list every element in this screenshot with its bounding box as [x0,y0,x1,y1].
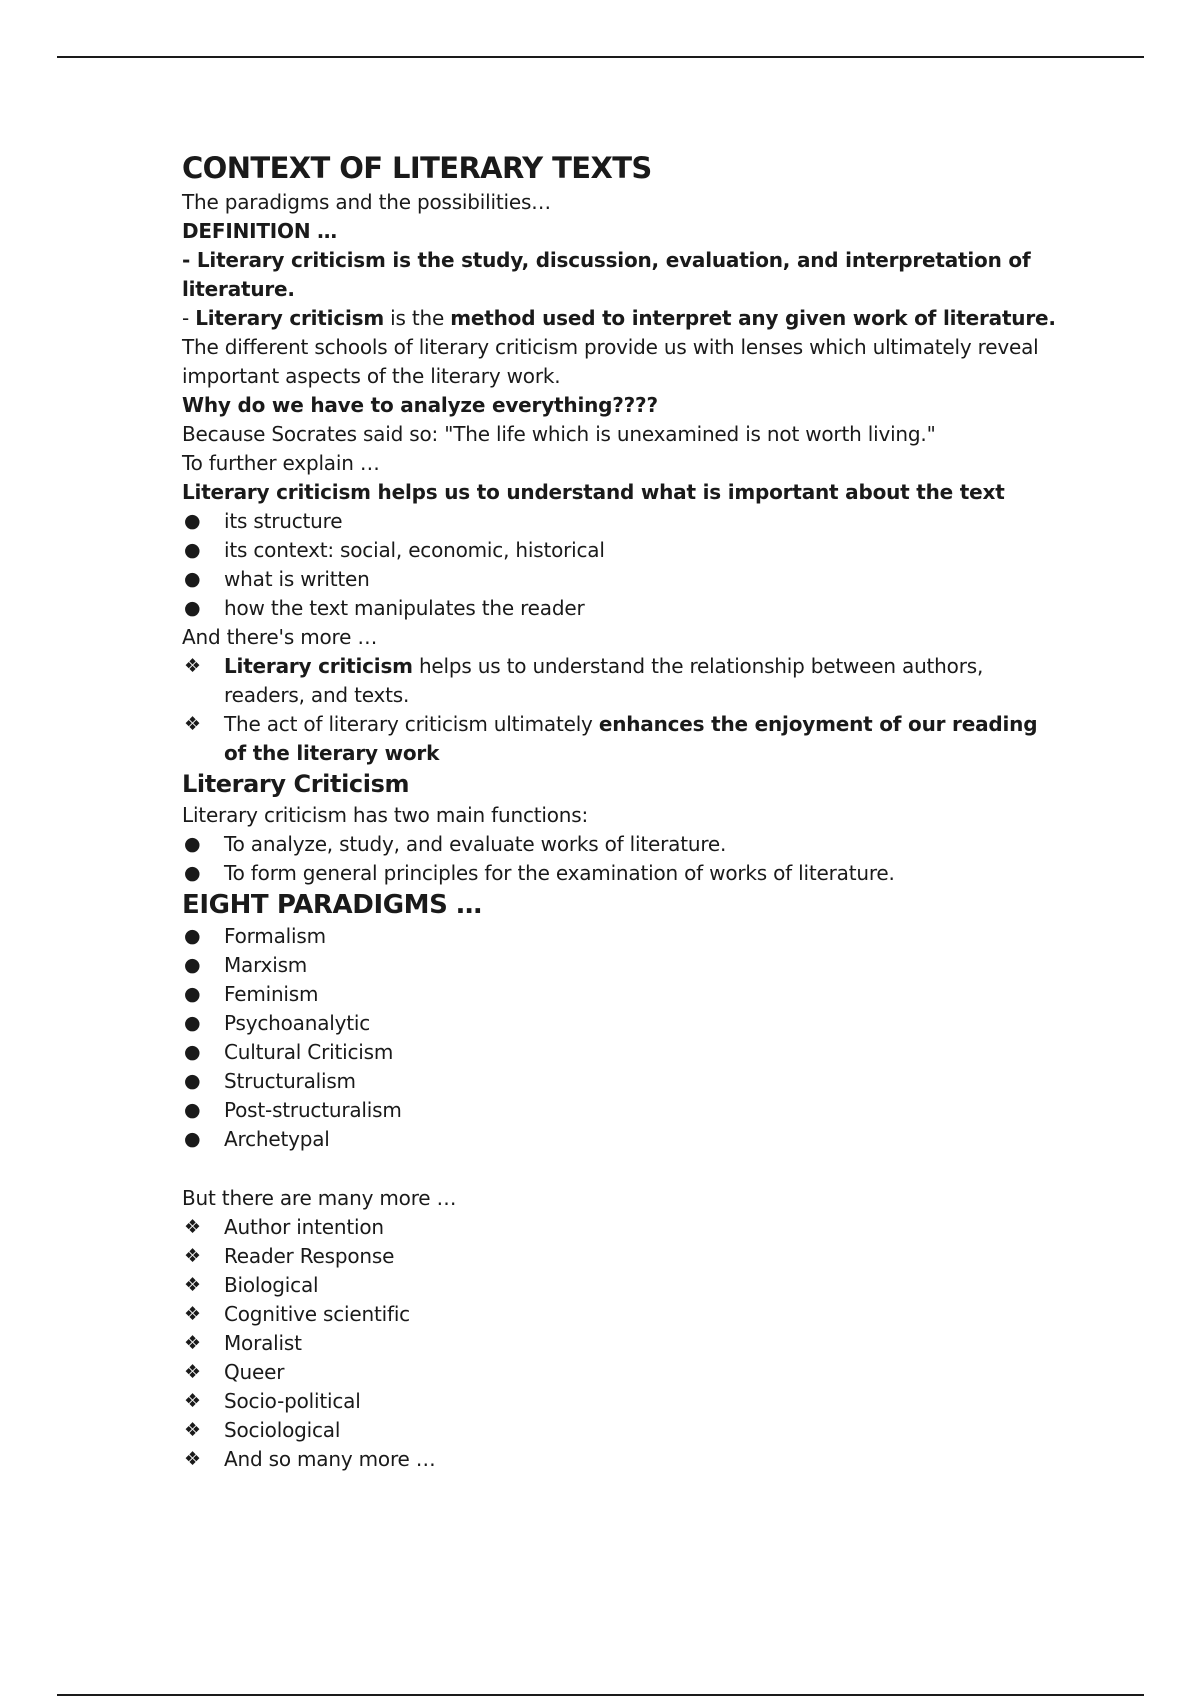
list-item-text: Biological [224,1273,319,1297]
diamond-icon: ❖ [184,1390,201,1412]
list-item-text: And so many more … [224,1447,436,1471]
bullet-icon: ● [184,862,201,884]
list-item-text: its context: social, economic, historical [224,538,605,562]
bullet-icon: ● [184,954,201,976]
diamond-icon: ❖ [184,655,201,677]
list-item [182,1358,1062,1387]
bullet-icon: ● [184,1012,201,1034]
list-item-emph: enhances the enjoyment of our reading of the literary work [224,712,1038,765]
lenses-paragraph: The different schools of literary criticism provide us with lenses which ultimately reveal important aspects of the literary work. [182,335,1039,388]
definition-2-term: Literary criticism [195,306,384,330]
paradigms-list [182,922,1062,1154]
list-item-text: Cognitive scientific [224,1302,410,1326]
bullet-icon: ● [184,597,201,619]
why-heading: Why do we have to analyze everything???? [182,393,658,417]
list-item [182,536,1062,565]
list-item-text: Author intention [224,1215,384,1239]
list-item [182,980,1062,1009]
bullet-icon: ● [184,510,201,532]
bullet-icon: ● [184,1070,201,1092]
diamond-icon: ❖ [184,1419,201,1441]
diamond-icon: ❖ [184,1216,201,1238]
subtitle: The paradigms and the possibilities… [182,190,551,214]
list-item-text: To analyze, study, and evaluate works of literature. [224,832,727,856]
diamond-icon: ❖ [184,1448,201,1470]
important-list [182,507,1062,623]
list-item-emph: Literary criticism [224,654,413,678]
footer-rule [57,1694,1144,1696]
document-body [182,150,1062,1474]
bullet-icon: ● [184,568,201,590]
list-item-text: To form general principles for the examination of works of literature. [224,861,895,885]
list-item [182,1009,1062,1038]
list-item-text: The act of literary criticism ultimately [224,712,599,736]
list-item [182,1300,1062,1329]
bullet-icon: ● [184,983,201,1005]
diamond-icon: ❖ [184,1303,201,1325]
list-item [182,1416,1062,1445]
list-item-text: Archetypal [224,1127,330,1151]
list-item [182,565,1062,594]
diamond-icon: ❖ [184,1332,201,1354]
list-item-text: how the text manipulates the reader [224,596,585,620]
list-item [182,594,1062,623]
more-list [182,652,1062,768]
list-item-text: Socio-political [224,1389,361,1413]
definition-1: - Literary criticism is the study, discussion, evaluation, and interpretation of literature. [182,248,1031,301]
bullet-icon: ● [184,539,201,561]
functions-intro: Literary criticism has two main functions: [182,803,589,827]
header-rule [57,56,1144,58]
list-item-text: Queer [224,1360,285,1384]
list-item [182,1242,1062,1271]
list-item-text: Psychoanalytic [224,1011,371,1035]
list-item-text: Post-structuralism [224,1098,402,1122]
more-intro: And there's more … [182,625,378,649]
definition-heading: DEFINITION … [182,219,337,243]
definition-2-mid: is the [383,306,451,330]
list-item [182,710,1062,768]
list-item-text: helps us to understand the relationship between authors, readers, and texts. [224,654,984,707]
diamond-icon: ❖ [184,1274,201,1296]
list-item [182,1213,1062,1242]
list-item-text: Structuralism [224,1069,356,1093]
section-heading-paradigms: EIGHT PARADIGMS … [182,890,482,920]
list-item-text: its structure [224,509,343,533]
list-item [182,951,1062,980]
definition-2 [182,304,1062,333]
list-item-text: Reader Response [224,1244,395,1268]
list-item [182,922,1062,951]
bullet-icon: ● [184,1099,201,1121]
list-item [182,1038,1062,1067]
definition-2-emph: method used to interpret any given work of literature. [450,306,1056,330]
list-item-text: Cultural Criticism [224,1040,394,1064]
list-item-text: Moralist [224,1331,302,1355]
list-item-text: Marxism [224,953,308,977]
bullet-icon: ● [184,833,201,855]
list-item [182,1125,1062,1154]
list-item-text: Formalism [224,924,326,948]
bullet-icon: ● [184,1128,201,1150]
list-item [182,1387,1062,1416]
spacer [182,1154,1062,1184]
list-item [182,1329,1062,1358]
list-item [182,1067,1062,1096]
diamond-icon: ❖ [184,1361,201,1383]
section-heading-literary-criticism: Literary Criticism [182,770,410,798]
list-item [182,1445,1062,1474]
bullet-icon: ● [184,1041,201,1063]
list-item-text: Sociological [224,1418,341,1442]
page-title: CONTEXT OF LITERARY TEXTS [182,151,652,185]
list-item [182,652,1062,710]
socrates-quote: Because Socrates said so: "The life which is unexamined is not worth living." [182,422,936,446]
bullet-icon: ● [184,925,201,947]
definition-2-dash: - [182,306,196,330]
list-item [182,507,1062,536]
list-item [182,1096,1062,1125]
many-more-list [182,1213,1062,1474]
many-more-intro: But there are many more … [182,1186,457,1210]
diamond-icon: ❖ [184,713,201,735]
functions-list [182,830,1062,888]
further-explain: To further explain … [182,451,380,475]
diamond-icon: ❖ [184,1245,201,1267]
list-item [182,830,1062,859]
list-item-text: Feminism [224,982,319,1006]
list-item [182,1271,1062,1300]
list-item-text: what is written [224,567,370,591]
list-item [182,859,1062,888]
helps-heading: Literary criticism helps us to understand what is important about the text [182,480,1005,504]
